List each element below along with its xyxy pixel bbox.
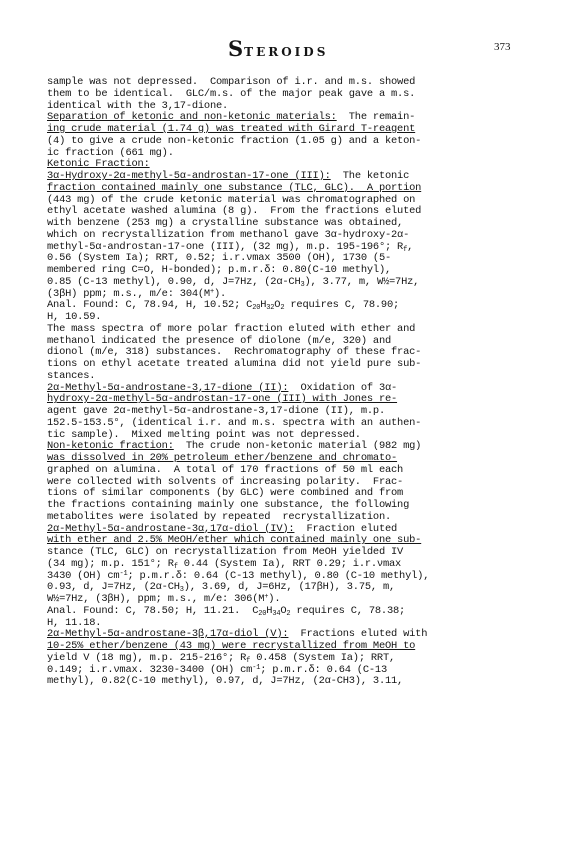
text-run: , xyxy=(407,240,414,253)
text-run: them to be identical. GLC/m.s. of the major peak gave a m.s. xyxy=(47,87,416,100)
text-run: agent gave 2α-methyl-5α-androstane-3,17-dione (II), m.p. xyxy=(47,405,385,417)
heading-text: Ketonic Fraction: xyxy=(47,158,150,171)
journal-title-rest: TEROIDS xyxy=(244,45,329,59)
text-run: Anal. Found: C, 78.94, H, 10.52; C xyxy=(47,299,253,312)
text-run: Fraction eluted xyxy=(294,522,398,535)
text-line xyxy=(47,676,547,688)
text-run: ), 3.69, d, J=6Hz, (17βH), 3.75, m, xyxy=(183,581,396,594)
text-run: The crude non-ketonic material (982 mg) xyxy=(173,440,422,453)
text-run: 0.56 (System Ia); RRT, 0.52; i.r.νmax 3500 (OH), 1730 (5- xyxy=(47,252,392,265)
text-run: methyl), 0.82(C-10 methyl), 0.97, d, J=7Hz, (2α-CH3), 3.11, xyxy=(47,675,404,688)
text-run: O xyxy=(274,299,281,312)
text-run: the fractions containing mainly one substance, the following xyxy=(47,499,410,511)
text-run: O xyxy=(280,604,287,617)
text-run: ), 3.77, m, W½=7Hz, xyxy=(304,275,420,288)
subscript: f xyxy=(173,562,178,571)
text-run: were collected with solvents of increasing polarity. Frac- xyxy=(47,475,404,488)
text-line xyxy=(47,300,547,312)
text-run: tions on ethyl acetate treated alumina did not yield pure sub- xyxy=(47,358,422,370)
text-run: tic sample). Mixed melting point was not depressed. xyxy=(47,428,361,441)
text-run: (443 mg) of the crude ketonic material was chromatographed on xyxy=(47,193,416,206)
text-run: metabolites were isolated by repeated recrystallization. xyxy=(47,510,392,523)
journal-title xyxy=(228,36,328,61)
text-run: ; p.m.r.δ: 0.64 (C-13 methyl), 0.80 (C-10 methyl), xyxy=(127,569,430,582)
heading-text: hydroxy-2α-methyl-5α-androstan-17-one (III) with Jones re- xyxy=(47,393,398,406)
subscript: 34 xyxy=(272,609,281,618)
text-run: (34 mg); m.p. 151°; R xyxy=(47,557,174,570)
text-run: ). xyxy=(268,593,281,605)
subscript: f xyxy=(403,245,408,254)
heading-text: ing crude material (1.74 g) was treated with Girard T-reagent xyxy=(47,123,416,135)
text-run: stances. xyxy=(47,369,96,382)
heading-text: with ether and 2.5% MeOH/ether which contained mainly one sub- xyxy=(47,534,422,547)
text-run: 0.85 (C-13 methyl), 0.90, d, J=7Hz, (2α-CH xyxy=(47,275,301,288)
text-run: H, 10.59. xyxy=(47,311,102,323)
page-number: 373 xyxy=(494,41,511,53)
subscript: 20 xyxy=(252,304,261,313)
text-run: (3βH) ppm; m.s., m/e: 304(M xyxy=(47,287,210,300)
text-run: H, 11.18. xyxy=(47,616,102,629)
text-run: stance (TLC, GLC) on recrystallization from MeOH yielded IV xyxy=(47,546,404,558)
subscript: 2 xyxy=(280,304,285,313)
text-run: H xyxy=(266,604,273,617)
subscript: f xyxy=(246,656,251,665)
subscript: 32 xyxy=(266,304,275,313)
text-run: methyl-5α-androstan-17-one (III), (32 mg), m.p. 195-196°; R xyxy=(47,240,404,253)
text-run: ic fraction (661 mg). xyxy=(47,146,174,159)
subscript: 2 xyxy=(286,609,291,618)
text-run: yield V (18 mg), m.p. 215-216°; R xyxy=(47,651,247,664)
heading-text: Non-ketonic fraction: xyxy=(47,440,174,453)
superscript: + xyxy=(209,287,214,296)
heading-text: 10-25% ether/benzene (43 mg) were recrystallized from MeOH to xyxy=(47,640,416,652)
text-run: requires C, 78.38; xyxy=(290,604,406,617)
heading-text: 2α-Methyl-5α-androstane-3β,17α-diol (V): xyxy=(47,628,289,641)
text-run: The mass spectra of more polar fraction eluted with ether and xyxy=(47,322,416,335)
text-run: W½=7Hz, (3βH), ppm; m.s., m/e: 306(M xyxy=(47,593,265,605)
page-header xyxy=(0,32,576,62)
text-run: ). xyxy=(213,287,227,300)
superscript: + xyxy=(264,593,269,601)
heading-text: 2α-Methyl-5α-androstane-3α,17α-diol (IV): xyxy=(47,522,295,535)
text-run: which on recrystallization from methanol gave 3α-hydroxy-2α- xyxy=(47,228,410,241)
subscript: 3 xyxy=(300,280,305,289)
subscript: 3 xyxy=(179,586,184,595)
heading-text: 3α-Hydroxy-2α-methyl-5α-androstan-17-one (III): xyxy=(47,170,331,182)
heading-text: 2α-Methyl-5α-androstane-3,17-dione (II): xyxy=(47,381,289,394)
heading-text: was dissolved in 20% petroleum ether/benzene and chromato- xyxy=(47,452,398,464)
subscript: 20 xyxy=(258,609,267,618)
journal-title-initial: S xyxy=(228,36,245,61)
text-run: methanol indicated the presence of diolone (m/e, 320) and xyxy=(47,334,392,347)
text-run: 3430 (OH) cm xyxy=(47,569,120,582)
text-run: dionol (m/e, 318) substances. Rechromatography of these frac- xyxy=(47,346,422,359)
text-run: identical with the 3,17-dione. xyxy=(47,99,229,112)
text-line xyxy=(47,606,547,618)
text-run: Oxidation of 3α- xyxy=(288,381,398,394)
text-run: ethyl acetate washed alumina (8 g). From the fractions eluted xyxy=(47,205,422,218)
text-run: 152.5-153.5°, (identical i.r. and m.s. spectra with an authen- xyxy=(47,416,422,429)
text-run: 0.93, d, J=7Hz, (2α-CH xyxy=(47,581,180,594)
text-run: requires C, 78.90; xyxy=(284,299,400,312)
article-body xyxy=(47,77,547,688)
text-run: sample was not depressed. Comparison of i.r. and m.s. showed xyxy=(47,76,416,88)
text-run: The remain- xyxy=(336,111,416,124)
text-run: ; p.m.r.δ: 0.64 (C-13 xyxy=(260,663,387,676)
text-run: 0.149; i.r.νmax. 3230-3400 (OH) cm xyxy=(47,663,253,676)
text-run: with benzene (253 mg) a crystalline substance was obtained, xyxy=(47,217,404,229)
heading-text: fraction contained mainly one substance (TLC, GLC). A portion xyxy=(47,181,422,194)
text-run: (4) to give a crude non-ketonic fraction (1.05 g) and a keton- xyxy=(47,134,422,147)
text-run: Fractions eluted with xyxy=(288,628,428,641)
text-run: Anal. Found: C, 78.50; H, 11.21. C xyxy=(47,604,259,617)
superscript: -1 xyxy=(119,569,128,578)
heading-text: Separation of ketonic and non-ketonic materials: xyxy=(47,111,337,124)
text-run: The ketonic xyxy=(330,170,410,182)
text-run: 0.458 (System Ia); RRT, xyxy=(250,651,396,664)
text-run: membered ring C=O, H-bonded); p.m.r.δ: 0.80(C-10 methyl), xyxy=(47,264,392,276)
text-run: 0.44 (System Ia), RRT 0.29; i.r.νmax xyxy=(177,557,402,570)
text-run: H xyxy=(260,299,267,312)
text-run: graphed on alumina. A total of 170 fractions of 50 ml each xyxy=(47,463,404,476)
superscript: -1 xyxy=(252,663,261,672)
text-run: tions of similar components (by GLC) were combined and from xyxy=(47,487,404,500)
text-line xyxy=(47,359,547,371)
